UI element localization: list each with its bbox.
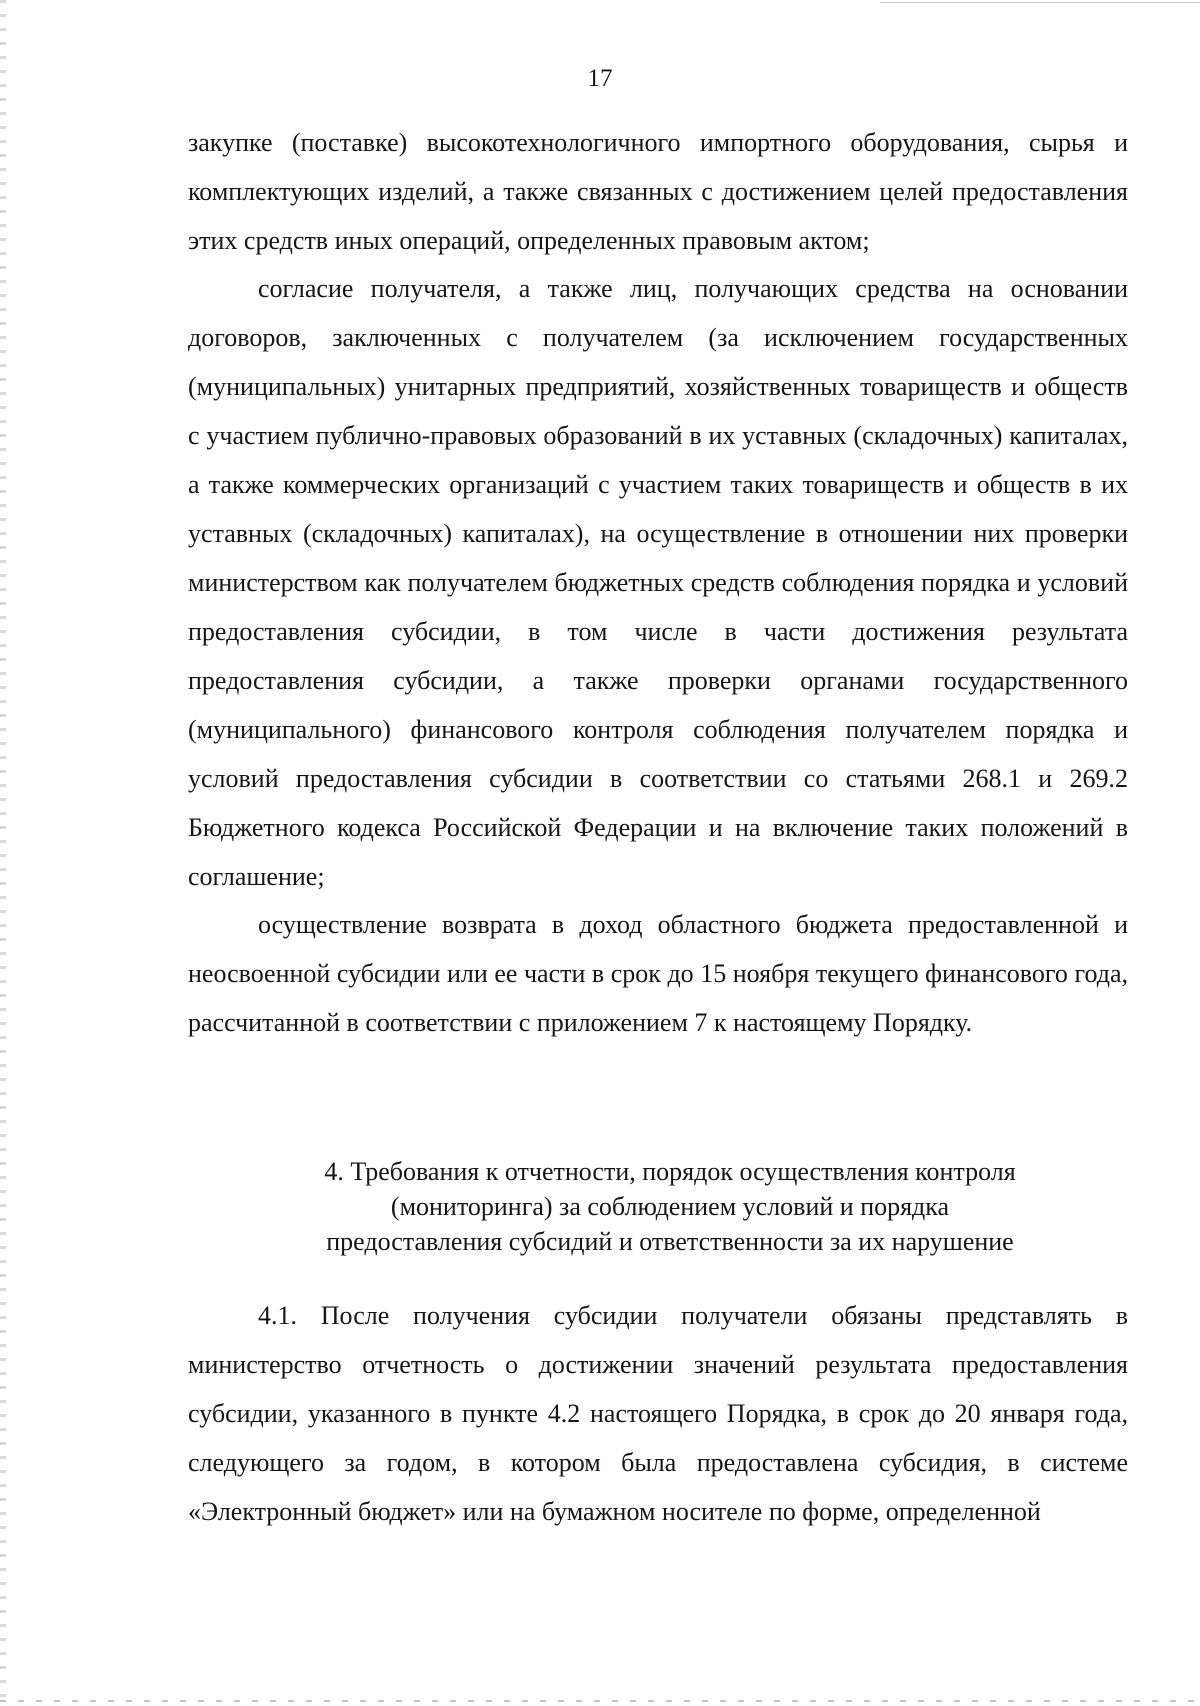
scan-edge-artifact: [0, 0, 6, 1706]
scan-top-line: [880, 2, 1200, 3]
page-number: 17: [587, 65, 613, 92]
section-heading-line: (мониторинга) за соблюдением условий и порядка: [390, 1192, 950, 1221]
paragraph-consent: согласие получателя, а также лиц, получающих средства на основании договоров, заключенных с получателем (за исключением государственных (муниципальных) унитарных предприятий, хозяйственных товариществ и обществ с участием публично-правовых образований в их уставных (складочных) капиталах, а также коммерческих организаций с участием таких товариществ и обществ в их уставных (складочных) капиталах), на осуществление в отношении них проверки министерством как получателем бюджетных средств соблюдения порядка и условий предоставления субсидии, в том числе в части достижения результата предоставления субсидии, а также проверки органами государственного (муниципального) финансового контроля соблюдения получателем порядка и условий предоставления субсидии в соответствии со статьями 268.1 и 269.2 Бюджетного кодекса Российской Федерации и на включение таких положений в соглашение;: [188, 274, 1128, 891]
paragraph-continued: закупке (поставке) высокотехнологичного импортного оборудования, сырья и комплектующих изделий, а также связанных с достижением целей предоставления этих средств иных операций, определенных правовым актом;: [188, 128, 1128, 255]
section-heading: [250, 1154, 1090, 1259]
section-heading-line: 4. Требования к отчетности, порядок осуществления контроля: [324, 1157, 1016, 1186]
section-heading-line: предоставления субсидий и ответственности за их нарушение: [326, 1227, 1014, 1256]
paragraph-refund: осуществление возврата в доход областного бюджета предоставленной и неосвоенной субсидии или ее части в срок до 15 ноября текущего финансового года, рассчитанной в соответствии с приложением 7 к настоящему Порядку.: [188, 910, 1128, 1037]
scan-bottom-artifact: [0, 1700, 1200, 1702]
paragraph-reporting: 4.1. После получения субсидии получатели обязаны представлять в министерство отчетность о достижении значений результата предоставления субсидии, указанного в пункте 4.2 настоящего Порядка, в срок до 20 января года, следующего за годом, в котором была предоставлена субсидия, в системе «Электронный бюджет» или на бумажном носителе по форме, определенной: [188, 1301, 1128, 1526]
